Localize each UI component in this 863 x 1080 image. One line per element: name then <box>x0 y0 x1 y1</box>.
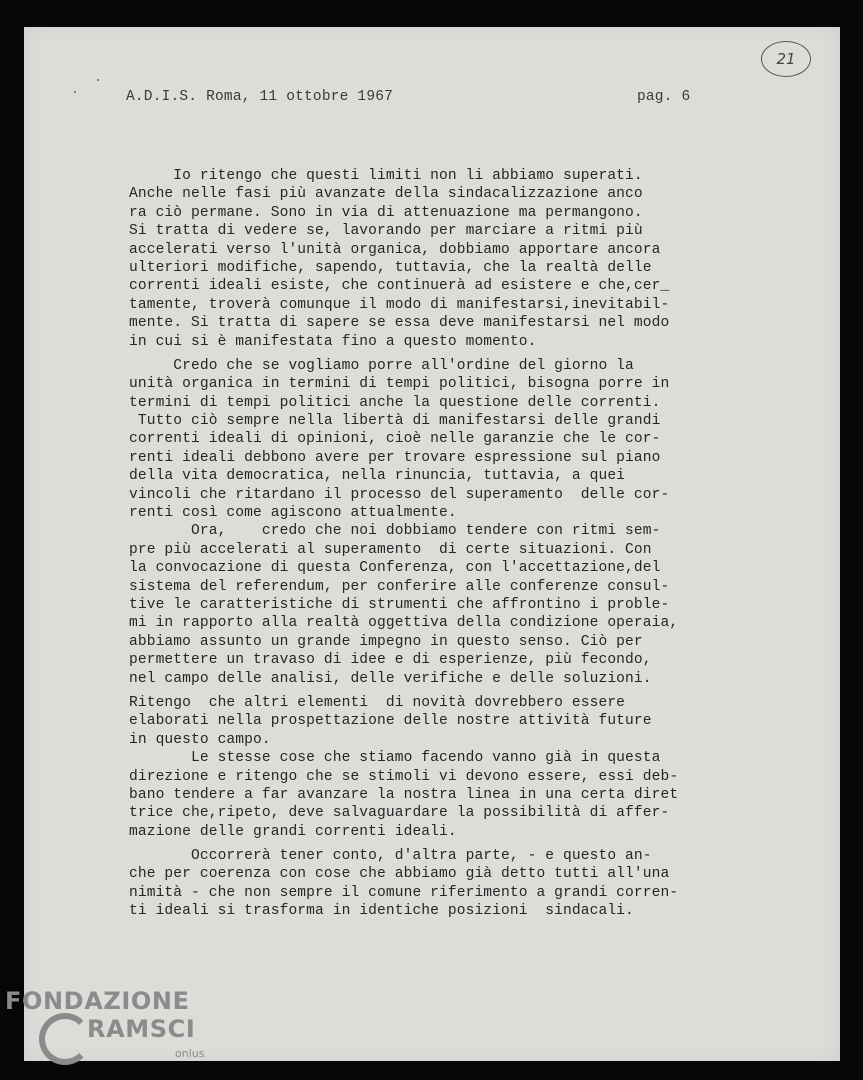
text-line: pre più accelerati al superamento di certe situazioni. Con <box>129 541 652 558</box>
watermark-line3: onlus <box>175 1047 205 1060</box>
text-line: sistema del referendum, per conferire alle conferenze consul- <box>129 578 670 595</box>
text-line: della vita democratica, nella rinuncia, tuttavia, a quei <box>129 468 626 485</box>
text-line: Anche nelle fasi più avanzate della sindacalizzazione anco <box>129 186 643 203</box>
text-line: Tutto ciò sempre nella libertà di manifestarsi delle grandi <box>129 413 661 430</box>
paragraph <box>129 167 829 351</box>
header-date-line: A.D.I.S. Roma, 11 ottobre 1967 <box>126 89 394 105</box>
text-line: accelerati verso l'unità organica, dobbiamo apportare ancora <box>129 241 661 258</box>
document-body <box>129 167 829 921</box>
text-line: Le stesse cose che stiamo facendo vanno già in questa <box>129 750 661 767</box>
text-line: Ora, credo che noi dobbiamo tendere con ritmi sem- <box>129 523 661 540</box>
text-line: mi in rapporto alla realtà oggettiva della condizione operaia, <box>129 615 679 632</box>
page-number-circle <box>761 41 811 77</box>
text-line: Ritengo che altri elementi di novità dovrebbero essere <box>129 694 626 711</box>
text-line: renti così come agiscono attualmente. <box>129 505 457 522</box>
page-number-mark: 21 <box>776 50 796 68</box>
text-line: che per coerenza con cose che abbiamo già detto tutti all'una <box>129 866 670 883</box>
text-line: elaborati nella prospettazione delle nostre attività future <box>129 713 652 730</box>
paragraph <box>129 357 829 688</box>
text-line: unità organica in termini di tempi politici, bisogna porre in <box>129 376 670 393</box>
text-line: tamente, troverà comunque il modo di manifestarsi,inevitabil- <box>129 296 670 313</box>
paper-speck <box>74 91 76 93</box>
text-line: nel campo delle analisi, delle verifiche e delle soluzioni. <box>129 670 652 687</box>
text-line: ulteriori modifiche, sapendo, tuttavia, che la realtà delle <box>129 259 652 276</box>
text-line: in questo campo. <box>129 731 271 748</box>
watermark-line1: FONDAZIONE <box>5 987 190 1015</box>
watermark-line2: RAMSCI <box>87 1015 196 1043</box>
text-line: Credo che se vogliamo porre all'ordine del giorno la <box>129 357 634 374</box>
text-line: abbiamo assunto un grande impegno in questo senso. Ciò per <box>129 633 643 650</box>
fondazione-gramsci-watermark <box>5 987 220 1077</box>
text-line: renti ideali debbono avere per trovare espressione sul piano <box>129 449 661 466</box>
text-line: la convocazione di questa Conferenza, con l'accettazione,del <box>129 560 661 577</box>
text-line: vincoli che ritardano il processo del superamento delle cor- <box>129 486 670 503</box>
gramsci-g-logo-icon <box>39 1013 91 1065</box>
header-page-number: pag. 6 <box>637 89 691 105</box>
text-line: ti ideali si trasforma in identiche posizioni sindacali. <box>129 903 634 920</box>
text-line: nimità - che non sempre il comune riferimento a grandi corren- <box>129 884 679 901</box>
text-line: bano tendere a far avanzare la nostra linea in una certa diret <box>129 786 679 803</box>
paragraph <box>129 694 829 841</box>
text-line: mente. Si tratta di sapere se essa deve manifestarsi nel modo <box>129 315 670 332</box>
text-line: correnti ideali esiste, che continuerà ad esistere e che,cer_ <box>129 278 670 295</box>
paragraph <box>129 847 829 921</box>
document-page <box>24 27 840 1061</box>
text-line: tive le caratteristiche di strumenti che affrontino i proble- <box>129 596 670 613</box>
text-line: mazione delle grandi correnti ideali. <box>129 823 457 840</box>
text-line: permettere un travaso di idee e di esperienze, più fecondo, <box>129 652 652 669</box>
text-line: correnti ideali di opinioni, cioè nelle garanzie che le cor- <box>129 431 661 448</box>
text-line: ra ciò permane. Sono in via di attenuazione ma permangono. <box>129 204 643 221</box>
text-line: Si tratta di vedere se, lavorando per marciare a ritmi più <box>129 223 643 240</box>
paper-speck <box>97 79 99 81</box>
text-line: direzione e ritengo che se stimoli vi devono essere, essi deb- <box>129 768 679 785</box>
text-line: Io ritengo che questi limiti non li abbiamo superati. <box>129 168 643 184</box>
text-line: Occorrerà tener conto, d'altra parte, - e questo an- <box>129 848 652 865</box>
text-line: termini di tempi politici anche la questione delle correnti. <box>129 394 661 411</box>
text-line: in cui si è manifestata fino a questo momento. <box>129 333 537 350</box>
text-line: trice che,ripeto, deve salvaguardare la possibilità di affer- <box>129 805 670 822</box>
